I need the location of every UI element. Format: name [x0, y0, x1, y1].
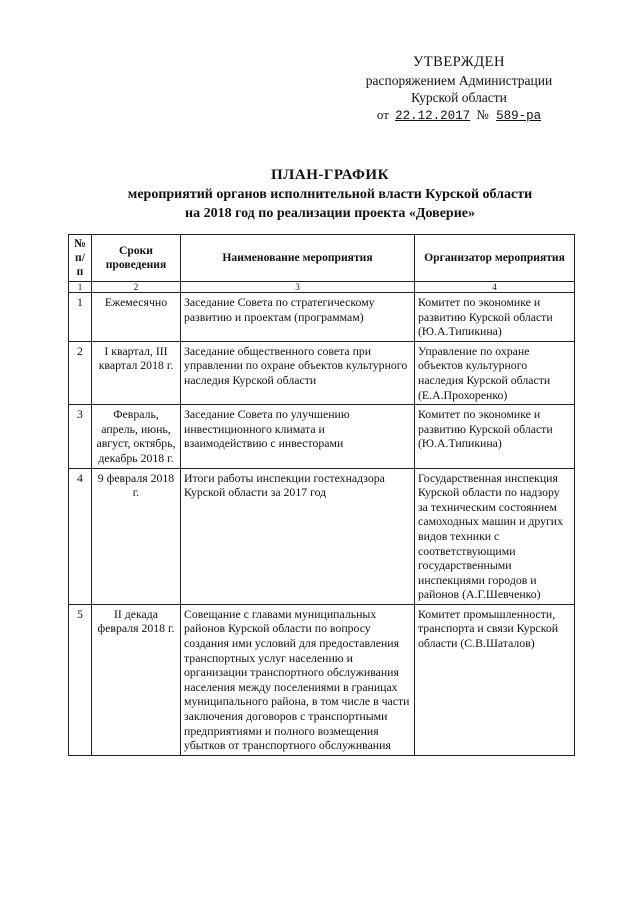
- column-numbers-row: [69, 282, 575, 293]
- row-event: Итоги работы инспекции гостехнадзора Курской области за 2017 год: [181, 468, 415, 604]
- approved-label: УТВЕРЖДЕН: [413, 54, 505, 70]
- approval-date: 22.12.2017: [395, 109, 471, 123]
- header-org: Организатор мероприятия: [415, 235, 575, 282]
- row-num: 1: [69, 293, 92, 342]
- row-organizer: Комитет по экономике и развитию Курской области (Ю.А.Типикина): [415, 405, 575, 468]
- row-term: Ежемесячно: [92, 293, 181, 342]
- column-number: 1: [69, 282, 92, 293]
- approval-authority: распоряжением Администрации: [365, 73, 553, 88]
- date-prefix: от: [376, 107, 389, 122]
- row-term: 9 февраля 2018 г.: [92, 468, 181, 604]
- row-num: 4: [69, 468, 92, 604]
- table-header-row: [69, 235, 575, 282]
- row-organizer: Комитет по экономике и развитию Курской области (Ю.А.Типикина): [415, 293, 575, 342]
- column-number: 4: [415, 282, 575, 293]
- header-term: Сроки проведения: [92, 235, 181, 282]
- row-organizer: Комитет промышленности, транспорта и связи Курской области (С.В.Шаталов): [415, 604, 575, 755]
- row-num: 5: [69, 604, 92, 755]
- row-term: Февраль, апрель, июнь, август, октябрь, декабрь 2018 г.: [92, 405, 181, 468]
- plan-table: [68, 234, 575, 756]
- row-term: II декада февраля 2018 г.: [92, 604, 181, 755]
- row-organizer: Управление по охране объектов культурного наследия Курской области (Е.А.Прохоренко): [415, 341, 575, 404]
- approval-stamp: [344, 54, 574, 125]
- document-title: [60, 166, 600, 223]
- table-row: [69, 405, 575, 468]
- title-line-2: на 2018 год по реализации проекта «Доверие»: [185, 206, 475, 221]
- row-event: Заседание Совета по улучшению инвестиционного климата и взаимодействию с инвесторами: [181, 405, 415, 468]
- row-event: Заседание Совета по стратегическому развитию и проектам (программам): [181, 293, 415, 342]
- row-num: 3: [69, 405, 92, 468]
- header-num: № п/п: [69, 235, 92, 282]
- header-event: Наименование мероприятия: [181, 235, 415, 282]
- row-term: I квартал, III квартал 2018 г.: [92, 341, 181, 404]
- table-row: [69, 468, 575, 604]
- title-main: ПЛАН-ГРАФИК: [271, 167, 389, 183]
- column-number: 3: [181, 282, 415, 293]
- approval-region: Курской области: [411, 90, 507, 105]
- table-row: [69, 293, 575, 342]
- approval-order-line: [344, 106, 574, 125]
- title-line-1: мероприятий органов исполнительной власти Курской области: [127, 187, 533, 202]
- row-organizer: Государственная инспекция Курской области по надзору за техническим состоянием самоходных машин и других видов техники с соответствующими государственными инспекциями городов и районов (А.Г.Шевченко): [415, 468, 575, 604]
- row-event: Заседание общественного совета при управлении по охране объектов культурного наследия Курской области: [181, 341, 415, 404]
- table-row: [69, 604, 575, 755]
- number-prefix: №: [476, 107, 489, 122]
- table-row: [69, 341, 575, 404]
- approval-number: 589-ра: [496, 109, 542, 123]
- row-event: Совещание с главами муниципальных районов Курской области по вопросу создания ими условий для предоставления транспортных услуг населению и организации транспортного обслуживания населения между поселениями в границах муниципального района, в том числе в части заключения договоров с транспортными предприятиями и полного возмещения убытков от транспортного обслуживания: [181, 604, 415, 755]
- row-num: 2: [69, 341, 92, 404]
- column-number: 2: [92, 282, 181, 293]
